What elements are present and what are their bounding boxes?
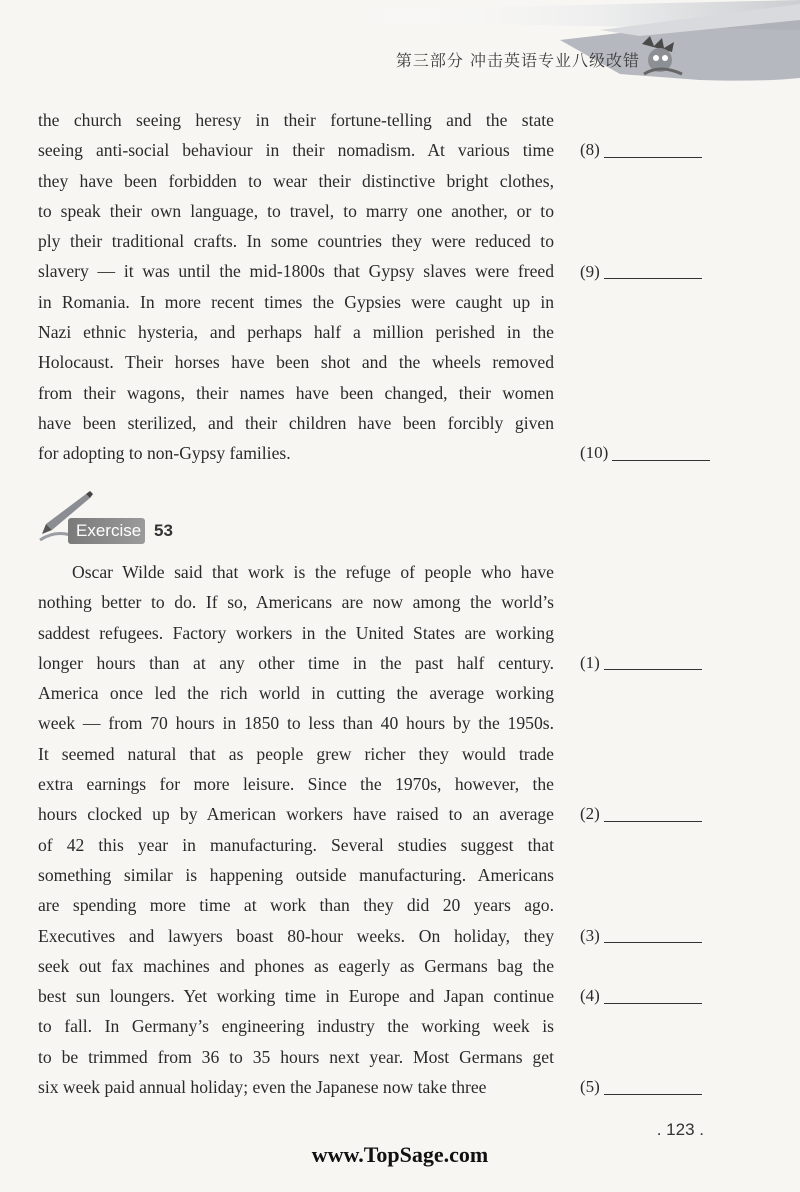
passage-line: Nazi ethnic hysteria, and perhaps half a million perished in the — [38, 322, 554, 343]
passage-line: to fall. In Germany’s engineering industry the working week is — [38, 1016, 554, 1037]
exercise-label: Exercise — [68, 518, 145, 544]
blank-line[interactable] — [604, 1003, 702, 1004]
passage-line: America once led the rich world in cutting the average working — [38, 683, 554, 704]
passage-line: have been sterilized, and their children have been forcibly given — [38, 412, 554, 433]
exercise-passage — [38, 557, 554, 1102]
passage-line: from their wagons, their names have been changed, their women — [38, 382, 554, 403]
answer-blank[interactable] — [580, 648, 702, 678]
passage-line: Oscar Wilde said that work is the refuge of people who have — [72, 562, 554, 582]
blank-number: (1) — [580, 652, 600, 672]
passage-line: It seemed natural that as people grew richer they would trade — [38, 743, 554, 764]
blank-number: (9) — [580, 261, 600, 281]
blank-number: (3) — [580, 925, 600, 945]
passage-line: seeing anti-social behaviour in their nomadism. At various time — [38, 140, 554, 161]
blank-line[interactable] — [604, 821, 702, 822]
answer-blank[interactable] — [580, 799, 702, 829]
answer-blank[interactable] — [580, 981, 702, 1011]
section-title: 第三部分 冲击英语专业八级改错 — [395, 51, 640, 70]
passage-line: saddest refugees. Factory workers in the United States are working — [38, 622, 554, 643]
blank-number: (8) — [580, 140, 600, 160]
answer-blank[interactable] — [580, 257, 702, 287]
passage-line: best sun loungers. Yet working time in Europe and Japan continue — [38, 986, 554, 1007]
blank-line[interactable] — [604, 942, 702, 943]
answer-blank[interactable] — [580, 1072, 702, 1102]
passage-line: slavery — it was until the mid-1800s that Gypsy slaves were freed — [38, 261, 554, 282]
website-footer: www.TopSage.com — [311, 1142, 489, 1167]
exercise-number: 53 — [154, 521, 173, 540]
passage-line: nothing better to do. If so, Americans are now among the world’s — [38, 592, 554, 613]
passage-line: are spending more time at work than they did 20 years ago. — [38, 895, 554, 916]
blank-line[interactable] — [604, 278, 702, 279]
passage-line: to be trimmed from 36 to 35 hours next year. Most Germans get — [38, 1046, 554, 1067]
passage-line: hours clocked up by American workers have raised to an average — [38, 804, 554, 825]
blank-number: (4) — [580, 986, 600, 1006]
blank-number: (2) — [580, 804, 600, 824]
passage-line: extra earnings for more leisure. Since the 1970s, however, the — [38, 774, 554, 795]
passage-line: of 42 this year in manufacturing. Several studies suggest that — [38, 834, 554, 855]
passage-line: six week paid annual holiday; even the Japanese now take three — [38, 1077, 487, 1098]
blank-line[interactable] — [604, 669, 702, 670]
passage-continued — [38, 105, 554, 469]
answer-blank[interactable] — [580, 921, 702, 951]
passage-line: week — from 70 hours in 1850 to less than 40 hours by the 1950s. — [38, 713, 554, 734]
blank-line[interactable] — [604, 157, 702, 158]
passage-line: ply their traditional crafts. In some countries they were reduced to — [38, 231, 554, 252]
blank-line[interactable] — [612, 460, 710, 461]
passage-line: the church seeing heresy in their fortune-telling and the state — [38, 110, 554, 130]
blank-number: (10) — [580, 443, 609, 463]
passage-line: to speak their own language, to travel, to marry one another, or to — [38, 200, 554, 221]
passage-line: Executives and lawyers boast 80-hour weeks. On holiday, they — [38, 925, 554, 946]
passage-line: seek out fax machines and phones as eagerly as Germans bag the — [38, 955, 554, 976]
passage-line: longer hours than at any other time in the past half century. — [38, 652, 554, 673]
passage-line: they have been forbidden to wear their distinctive bright clothes, — [38, 170, 554, 191]
exercise-heading — [38, 488, 198, 550]
passage-line: in Romania. In more recent times the Gypsies were caught up in — [38, 291, 554, 312]
blank-number: (5) — [580, 1077, 600, 1097]
answer-blank[interactable] — [580, 438, 710, 468]
passage-line: Holocaust. Their horses have been shot and the wheels removed — [38, 352, 554, 373]
answer-blank[interactable] — [580, 135, 702, 165]
passage-line: something similar is happening outside manufacturing. Americans — [38, 864, 554, 885]
passage-line: for adopting to non-Gypsy families. — [38, 443, 291, 464]
mascot-icon — [634, 34, 688, 80]
blank-line[interactable] — [604, 1094, 702, 1095]
page-number: . 123 . — [656, 1120, 704, 1139]
